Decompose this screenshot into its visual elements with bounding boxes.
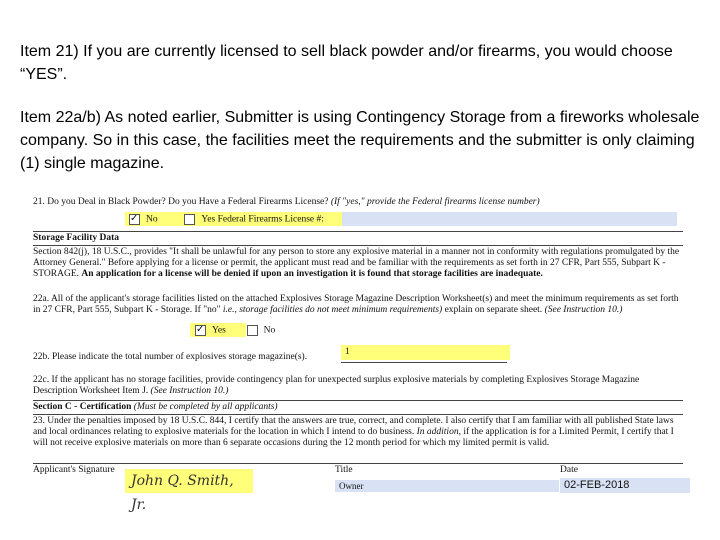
- q22a-options: [195, 325, 335, 337]
- q22c-instruction: (See Instruction 10.): [150, 386, 229, 396]
- section-842-body: Section 842(j), 18 U.S.C., provides "It shall be unlawful for any person to store any explosive material in a manner not in conformity with regulations promulgated by the Attorney General." Before applying for a license or permit, the applicant must read and be familiar with the requirements as set forth in 27 CFR, Part 555, Subpart K - STORAGE.: [33, 247, 680, 279]
- q22a-note: i.e., storage facilities do not meet minimum requirements): [222, 305, 443, 315]
- section-c-header: [33, 402, 683, 413]
- field-underline: [341, 362, 507, 363]
- section-842-bold: An application for a license will be denied if upon an investigation it is found that storage facilities are inadequate.: [81, 269, 543, 279]
- q22c-question: 22c. If the applicant has no storage facilities, provide contingency plan for unexpected surplus explosive materials by completing Explosives Storage Magazine Description Worksheet Item J.: [33, 375, 640, 396]
- section-c-title: Section C - Certification: [33, 402, 132, 412]
- q22c-text: [33, 375, 683, 397]
- divider: [33, 463, 683, 464]
- q22a-yes-label: Yes: [212, 325, 226, 336]
- q21-no-label: No: [146, 214, 158, 225]
- q22a-text: [33, 294, 683, 316]
- q22a-instruction: (See Instruction 10.): [544, 305, 623, 315]
- date-label: Date: [560, 465, 578, 475]
- q22b-question: 22b. Please indicate the total number of explosives storage magazine(s).: [33, 352, 308, 362]
- divider: [33, 400, 683, 401]
- q23-body: 23. Under the penalties imposed by 18 U.S.C. 844, I certify that the answers are true, correct, and complete. I also certify that I am familiar with all published State laws and local ordinances relating to explosive materials for the location in which I intend to do business.: [33, 416, 674, 437]
- form-excerpt: [33, 195, 683, 513]
- magazine-count-field[interactable]: 1: [341, 345, 510, 360]
- signature-label: Applicant's Signature: [33, 465, 115, 475]
- q22a-no-label: No: [263, 325, 276, 336]
- item-21-explanation: Item 21) If you are currently licensed to sell black powder and/or firearms, you would choose “YES”.: [20, 43, 673, 83]
- storage-facility-header: Storage Facility Data: [33, 233, 120, 243]
- q22a-end: explain on separate sheet.: [444, 305, 543, 315]
- divider: [33, 414, 683, 415]
- title-label: Title: [335, 465, 353, 475]
- q23-end: if the application is for a Limited Permit, I certify that I will not receive explosive materials on more than 6 separate occasions during the 12 month period for which my limited permit is valid.: [33, 427, 674, 448]
- divider: [33, 245, 683, 246]
- q22a-no-checkbox[interactable]: [247, 325, 258, 336]
- divider: [33, 231, 683, 232]
- section-842-text: [33, 247, 683, 280]
- section-c-note: (Must be completed by all applicants): [133, 402, 278, 412]
- q21-yes-label: Yes Federal Firearms License #:: [201, 214, 324, 225]
- signature-field[interactable]: John Q. Smith, Jr.: [125, 469, 253, 493]
- firearms-license-field[interactable]: [342, 212, 677, 226]
- date-field[interactable]: 02-FEB-2018: [560, 478, 690, 493]
- q21-question: 21. Do you Deal in Black Powder? Do you Have a Federal Firearms License?: [33, 197, 329, 207]
- q21-no-checkbox[interactable]: [129, 214, 140, 225]
- q23-text: [33, 416, 683, 449]
- q21-note: (If "yes," provide the Federal firearms license number): [330, 197, 540, 207]
- title-field[interactable]: Owner: [335, 480, 559, 492]
- q22a-question: 22a. All of the applicant's storage facilities listed on the attached Explosives Storage Magazine Description Worksheet(s) and meet the minimum requirements as set forth in 27 CFR, Part 555, Subpart K - Storage. If "no": [33, 294, 679, 315]
- q22a-yes-checkbox[interactable]: [195, 325, 206, 336]
- q21-options: [129, 214, 389, 226]
- q23-mid: In addition,: [416, 427, 461, 437]
- q21-yes-checkbox[interactable]: [184, 214, 195, 225]
- item-22-explanation: Item 22a/b) As noted earlier, Submitter is using Contingency Storage from a fireworks wholesale company. So in this case, the facilities meet the requirements and the submitter is only claiming (1) single magazine.: [20, 109, 700, 172]
- q21-row: [33, 197, 683, 208]
